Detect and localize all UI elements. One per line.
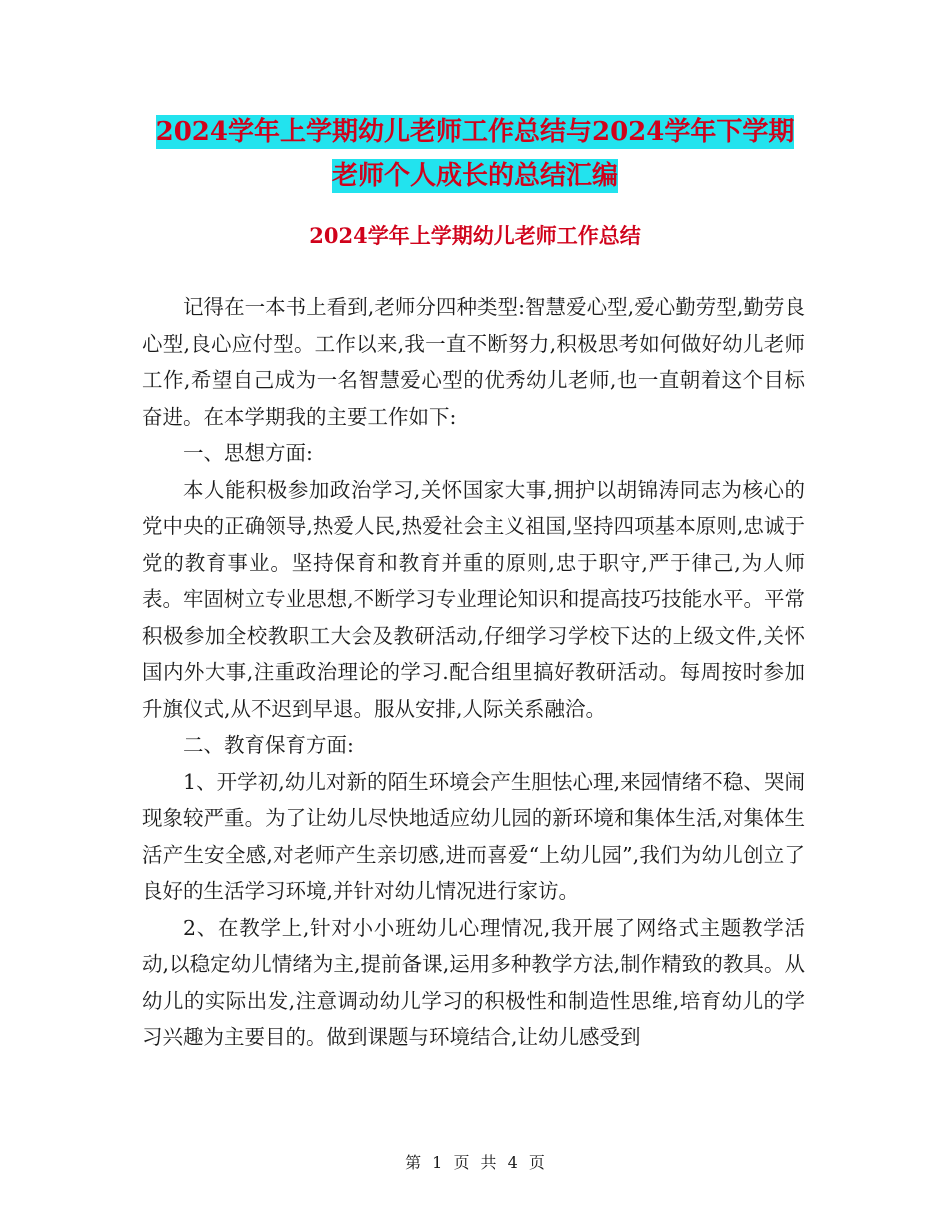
page-footer: 第 1 页 共 4 页 xyxy=(405,1153,545,1172)
section-title: 2024学年上学期幼儿老师工作总结 xyxy=(309,223,641,248)
paragraph-ideology: 本人能积极参加政治学习,关怀国家大事,拥护以胡锦涛同志为核心的党中央的正确领导,热爱人民,热爱社会主义祖国,坚持四项基本原则,忠诚于党的教育事业。坚持保育和教育并重的原则,忠于职守,严于律己,为人师表。牢固树立专业思想,不断学习专业理论知识和提高技巧技能水平。平常积极参加全校教职工大会及教研活动,仔细学习学校下达的上级文件,关怀国内外大事,注重政治理论的学习.配合组里搞好教研活动。每周按时参加升旗仪式,从不迟到早退。服从安排,人际关系融洽。 xyxy=(142,477,805,721)
paragraph-education-1: 1、开学初,幼儿对新的陌生环境会产生胆怯心理,来园情绪不稳、哭闹现象较严重。为了让幼儿尽快地适应幼儿园的新环境和集体生活,对集体生活产生安全感,对老师产生亲切感,进而喜爱“上幼儿园”,我们为幼儿创立了良好的生活学习环境,并针对幼儿情况进行家访。 xyxy=(142,769,805,903)
body-text xyxy=(142,289,805,1056)
document-title-line-2 xyxy=(0,156,950,196)
title-highlight-2: 老师个人成长的总结汇编 xyxy=(331,161,618,191)
paragraph-intro: 记得在一本书上看到,老师分四种类型:智慧爱心型,爱心勤劳型,勤劳良心型,良心应付型。工作以来,我一直不断努力,积极思考如何做好幼儿老师工作,希望自己成为一名智慧爱心型的优秀幼儿老师,也一直朝着这个目标奋进。在本学期我的主要工作如下: xyxy=(142,295,805,429)
heading-ideology: 一、思想方面: xyxy=(183,441,313,465)
paragraph-education-2: 2、在教学上,针对小小班幼儿心理情况,我开展了网络式主题教学活动,以稳定幼儿情绪为主,提前备课,运用多种教学方法,制作精致的教具。从幼儿的实际出发,注意调动幼儿学习的积极性和制造性思维,培育幼儿的学习兴趣为主要目的。做到课题与环境结合,让幼儿感受到 xyxy=(142,915,805,1049)
heading-education: 二、教育保育方面: xyxy=(183,733,354,757)
title-highlight-1: 2024学年上学期幼儿老师工作总结与2024学年下学期 xyxy=(155,117,795,147)
document-title-line-1 xyxy=(0,112,950,152)
